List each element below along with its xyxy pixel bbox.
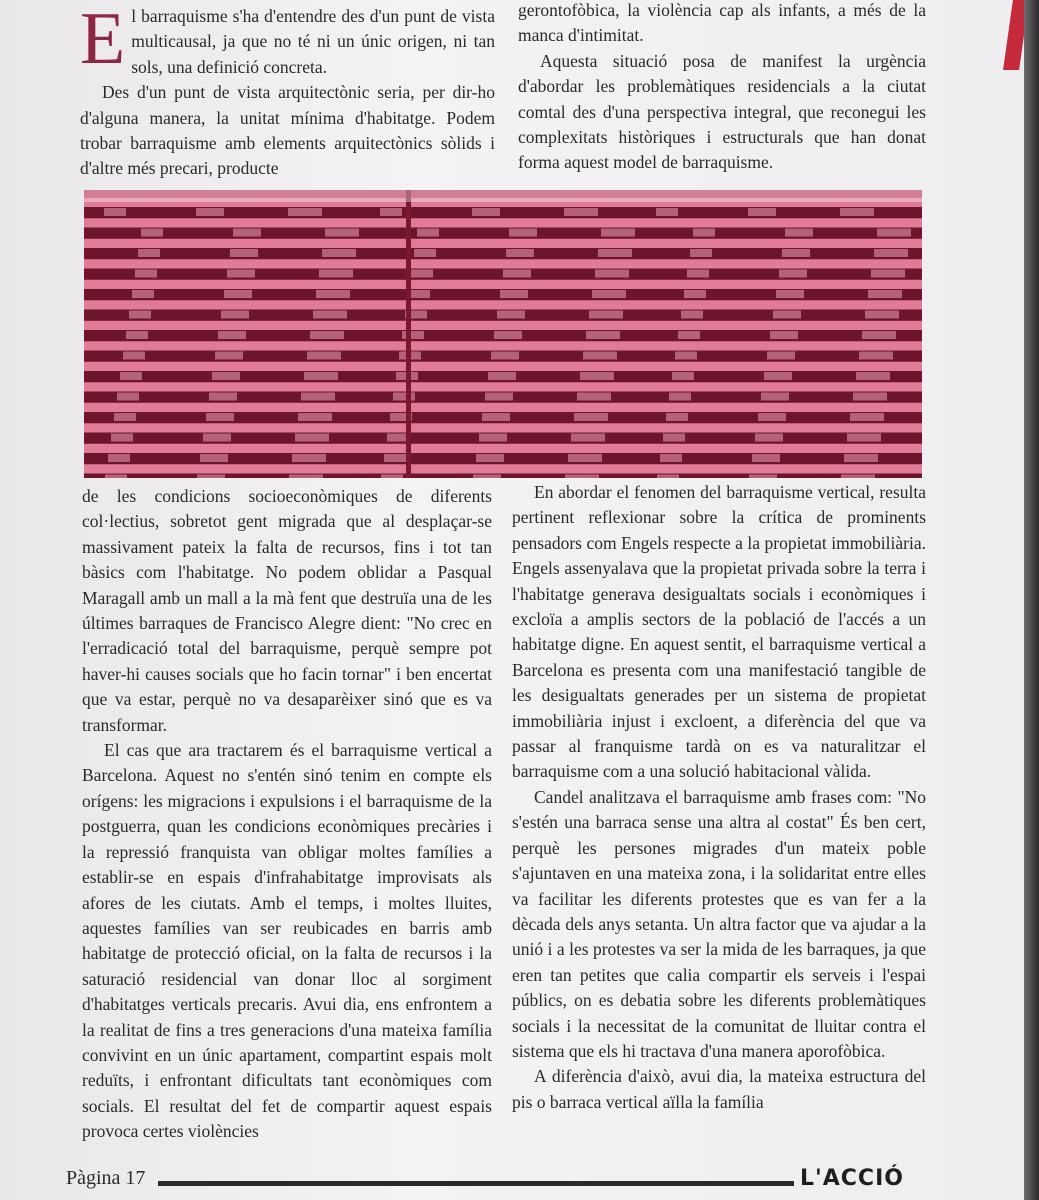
window-pane [749, 475, 777, 479]
window-pane [586, 331, 620, 339]
bottom-right-column [512, 480, 926, 1115]
balcony-band [84, 260, 922, 269]
window-pane [126, 331, 148, 339]
window-pane [380, 208, 402, 216]
window-pane [212, 372, 240, 380]
window-pane [414, 249, 436, 257]
window-pane [230, 249, 258, 257]
window-pane [138, 249, 160, 257]
window-pane [200, 454, 228, 462]
window-pane [850, 413, 884, 421]
window-pane [767, 352, 795, 360]
window-pane [289, 475, 323, 479]
vertical-shanty-paragraph: El cas que ara tractarem és el barraquisme vertical a Barcelona. Aquest no s'entén sinó tenim en compte els orígens: les migracions i expulsions i el barraquisme de la postguerra, quan les condicions econòmiques precàries i la repressió franquista van obligar moltes famílies a establir-se en espais d'infrahabitatge improvisats als afores de les ciutats. Amb el temps, i moltes lluites, aquestes famílies van ser reubicades en barris amb habitatge de protecció oficial, on la falta de recursos i la saturació residencial van donar lloc al sorgiment d'habitatges verticals precaris. Avui dia, ens enfrontem a la realitat de fins a tres generacions d'una mateixa família convivint en un únic apartament, compartint espais molt reduïts, i enfrontant dificultats tant econòmiques com socials. El resultat del fet de compartir aquest espais provoca certes violències [82, 740, 492, 1142]
window-pane [564, 208, 598, 216]
balcony-band [84, 321, 922, 330]
window-pane [758, 413, 786, 421]
socioeconomic-paragraph: de les condicions socioeconòmiques de diferents col·lectius, sobretot gent migrada que al desplaçar-se massivament pateix la falta de recursos, fins i tot tan bàsics com l'habitatge. No podem oblidar a Pasqual Maragall amb un mall a la mà fent que destruïa una de les últimes barraques de Francisco Alegre dient: "No crec en l'erradicació total del barraquisme, perquè sempre pot haver-hi causes socials que ho facin tornar" i ben encertat que va estar, perquè no va desaparèixer sinó que es va transformar. [82, 486, 492, 735]
window-pane [218, 331, 246, 339]
window-pane [325, 229, 359, 237]
window-pane [288, 208, 322, 216]
window-pane [844, 454, 878, 462]
balcony-band [84, 219, 922, 228]
window-pane [684, 290, 706, 298]
window-pane [595, 270, 629, 278]
window-pane [488, 372, 516, 380]
window-pane [592, 290, 626, 298]
window-pane [574, 413, 608, 421]
window-pane [105, 475, 127, 479]
window-pane [755, 434, 783, 442]
window-pane [221, 311, 249, 319]
window-pane [215, 352, 243, 360]
window-pane [856, 372, 890, 380]
balcony-band [84, 280, 922, 289]
window-pane [393, 393, 415, 401]
engels-paragraph: En abordar el fenomen del barraquisme vertical, resulta pertinent reflexionar sobre la crítica de prominents pensadors com Engels respecte a la propietat immobiliària. Engels assenyalava que la propietat privada sobre la terra i l'habitatge generava desigualtats socials i econòmiques i excloïa a amplis sectors de la població de l'accés a un habitatge digne. En aquest sentit, el barraquisme vertical a Barcelona es presenta com una manifestació tangible de les desigualtats generades per un sistema de propietat immobiliària injust i excloent, a diferència del que va passar al franquisme tardà on es va naturalitzar el barraquisme com a una solució habitacional vàlida. [512, 482, 926, 782]
architecture-paragraph: Des d'un punt de vista arquitectònic seria, per dir-ho d'alguna manera, la unitat mínima d'habitatge. Podem trobar barraquisme amb elements arquitectònics sòlids i d'altre més precari, producte [80, 82, 495, 179]
window-pane [304, 372, 338, 380]
balcony-band [84, 465, 922, 474]
window-pane [748, 208, 776, 216]
window-pane [874, 249, 908, 257]
building-facade-photo [84, 190, 922, 478]
window-pane [565, 475, 599, 479]
window-pane [657, 475, 679, 479]
window-pane [491, 352, 519, 360]
window-pane [690, 249, 712, 257]
window-pane [675, 352, 697, 360]
window-pane [408, 290, 430, 298]
window-pane [666, 413, 688, 421]
balcony-band [84, 362, 922, 371]
top-right-column [518, 0, 926, 176]
balcony-band [84, 444, 922, 453]
window-pane [301, 393, 335, 401]
window-pane [313, 311, 347, 319]
window-pane [776, 290, 804, 298]
window-pane [387, 434, 409, 442]
window-pane [292, 454, 326, 462]
window-pane [859, 352, 893, 360]
window-pane [500, 290, 528, 298]
window-pane [132, 290, 154, 298]
page-number: Pàgina 17 [66, 1167, 146, 1189]
sky-strip [84, 190, 922, 202]
balcony-band [84, 301, 922, 310]
window-pane [853, 393, 887, 401]
window-pane [402, 331, 424, 339]
window-pane [111, 434, 133, 442]
window-pane [476, 454, 504, 462]
window-pane [322, 249, 356, 257]
window-pane [135, 270, 157, 278]
red-page-edge [1003, 0, 1024, 70]
window-pane [384, 454, 406, 462]
window-pane [877, 229, 911, 237]
window-pane [862, 331, 896, 339]
footer-divider [158, 1181, 794, 1186]
window-pane [472, 208, 500, 216]
candel-paragraph: Candel analitzava el barraquisme amb frases com: "No s'estén una barraca sense una altra al costat" És ben cert, perquè les persones migrades d'un mateix poble s'ajuntaven en una mateixa zona, i la solidaritat entre elles va facilitar les diferents protestes que es van fer a la dècada dels anys setanta. Un altra factor que va ajudar a la unió i a les protestes va ser la mida de les barraques, ja que eren tan petites que calia compartir els serveis i l'espai públics, on es debatia sobre les diferents problemàtiques socials i la necessitat de la comunitat de lluitar contra el sistema que els hi tractava d'una manera aporofòbica. [512, 786, 926, 1061]
window-pane [571, 434, 605, 442]
window-pane [114, 413, 136, 421]
intro-paragraph-text: l barraquisme s'ha d'entendre des d'un punt de vista multicausal, ja que no té ni un únic origen, ni tan sols, una definició concreta. [131, 6, 495, 77]
window-pane [473, 475, 501, 479]
window-pane [583, 352, 617, 360]
window-pane [307, 352, 341, 360]
window-pane [129, 311, 151, 319]
window-pane [233, 229, 261, 237]
top-left-column [80, 0, 495, 182]
window-pane [656, 208, 678, 216]
window-pane [681, 311, 703, 319]
window-pane [206, 413, 234, 421]
window-pane [108, 454, 130, 462]
window-pane [316, 290, 350, 298]
balcony-band [84, 239, 922, 248]
window-pane [840, 208, 874, 216]
window-pane [687, 270, 709, 278]
intro-paragraph [80, 0, 495, 80]
facade-seam [406, 190, 411, 478]
window-pane [770, 331, 798, 339]
window-pane [865, 311, 899, 319]
window-pane [120, 372, 142, 380]
urgency-paragraph: Aquesta situació posa de manifest la urgència d'abordar les problemàtiques residencials a la ciutat comtal des d'una perspectiva integral, que reconegui les complexitats històriques i estructurals que han donat forma aquest model de barraquisme. [518, 50, 926, 173]
window-pane [295, 434, 329, 442]
window-pane [209, 393, 237, 401]
window-pane [485, 393, 513, 401]
facade-illustration [84, 190, 922, 478]
window-pane [411, 270, 433, 278]
isolation-paragraph: A diferència d'això, avui dia, la mateixa estructura del pis o barraca vertical aïlla la família [512, 1066, 926, 1112]
violence-paragraph: gerontofòbica, la violència cap als infants, a més de la manca d'intimitat. [518, 0, 926, 46]
magazine-logo: L'ACCIÓ [800, 1166, 904, 1191]
window-pane [506, 249, 534, 257]
page-shadow [1024, 0, 1039, 1200]
window-pane [381, 475, 403, 479]
window-pane [417, 229, 439, 237]
window-pane [197, 475, 225, 479]
window-pane [868, 290, 902, 298]
window-pane [482, 413, 510, 421]
window-pane [764, 372, 792, 380]
window-pane [761, 393, 789, 401]
balcony-band [84, 424, 922, 433]
window-pane [479, 434, 507, 442]
window-pane [678, 331, 700, 339]
window-pane [310, 331, 344, 339]
window-pane [141, 229, 163, 237]
window-pane [773, 311, 801, 319]
window-pane [203, 434, 231, 442]
window-pane [580, 372, 614, 380]
window-pane [494, 331, 522, 339]
window-pane [503, 270, 531, 278]
window-pane [298, 413, 332, 421]
window-pane [847, 434, 881, 442]
window-pane [693, 229, 715, 237]
window-pane [196, 208, 224, 216]
window-pane [672, 372, 694, 380]
window-pane [782, 249, 810, 257]
window-pane [319, 270, 353, 278]
window-pane [497, 311, 525, 319]
window-pane [663, 434, 685, 442]
window-pane [577, 393, 611, 401]
window-pane [779, 270, 807, 278]
balcony-band [84, 403, 922, 412]
window-pane [598, 249, 632, 257]
window-pane [752, 454, 780, 462]
balcony-band [84, 383, 922, 392]
window-pane [660, 454, 682, 462]
window-pane [871, 270, 905, 278]
window-pane [509, 229, 537, 237]
drop-cap: E [80, 0, 126, 80]
window-pane [669, 393, 691, 401]
window-pane [227, 270, 255, 278]
window-pane [123, 352, 145, 360]
bottom-left-column [82, 484, 492, 1145]
balcony-band [84, 342, 922, 351]
window-pane [568, 454, 602, 462]
window-pane [785, 229, 813, 237]
window-pane [224, 290, 252, 298]
window-pane [104, 208, 126, 216]
window-pane [601, 229, 635, 237]
window-pane [117, 393, 139, 401]
window-pane [841, 475, 875, 479]
window-pane [589, 311, 623, 319]
